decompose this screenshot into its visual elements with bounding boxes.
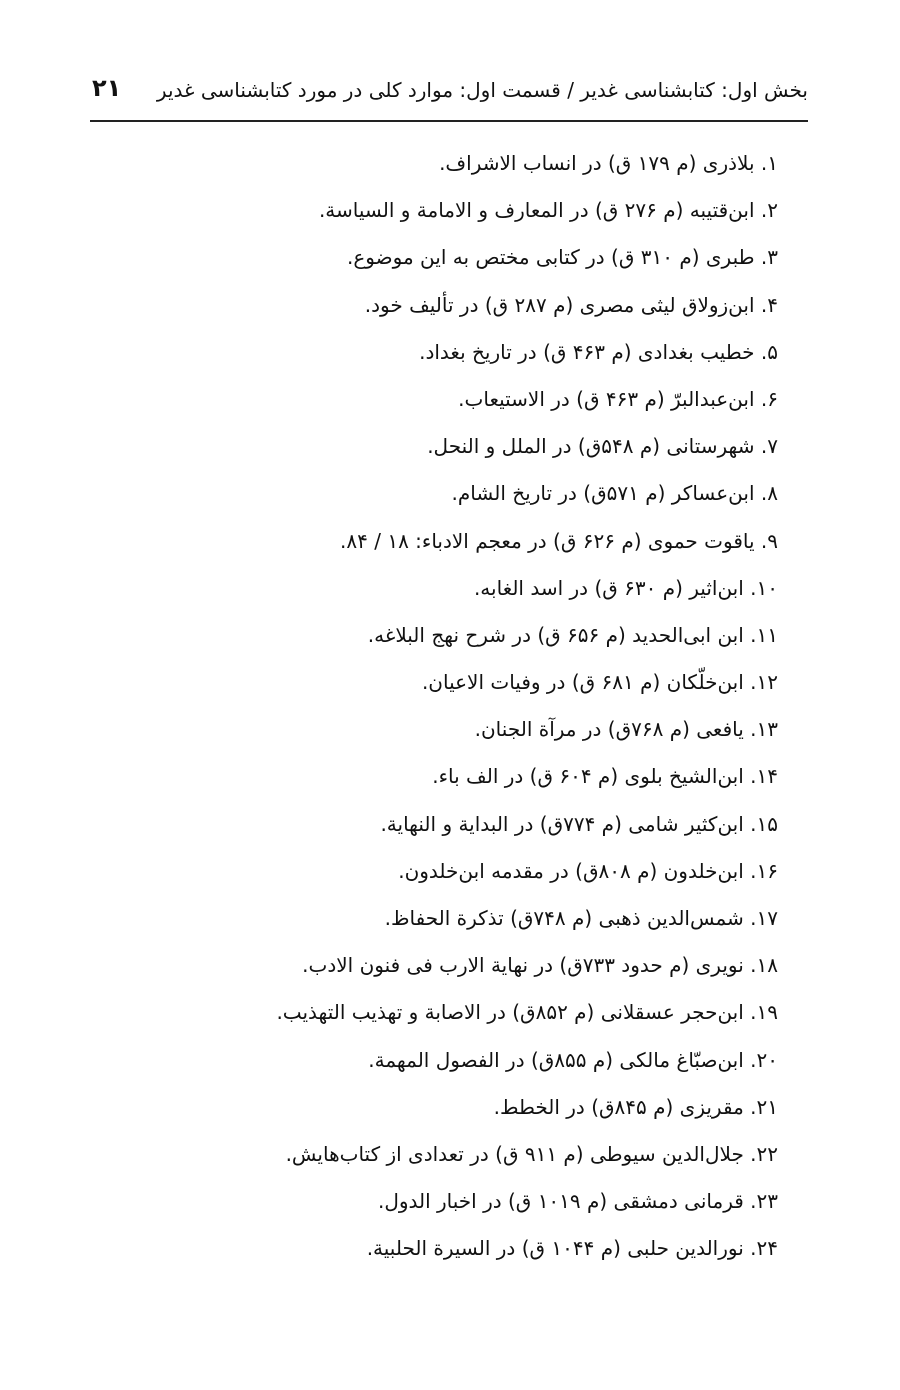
list-item: ۲۳. قرمانی دمشقی (م ۱۰۱۹ ق) در اخبار الدول. <box>377 1189 778 1214</box>
list-item: ۴. ابن‌زولاق لیثی مصری (م ۲۸۷ ق) در تألیف خود. <box>364 292 778 317</box>
list-item: ۱۵. ابن‌کثیر شامی (م ۷۷۴ق) در البدایة و النهایة. <box>380 811 778 836</box>
list-item: ۱. بلاذری (م ۱۷۹ ق) در انساب الاشراف. <box>439 151 778 175</box>
list-item: ۲۱. مقریزی (م ۸۴۵ق) در الخطط. <box>493 1094 778 1119</box>
list-item: ۲. ابن‌قتیبه (م ۲۷۶ ق) در المعارف و الامامة و السیاسة. <box>318 198 778 223</box>
list-item: ۱۱. ابن ابی‌الحدید (م ۶۵۶ ق) در شرح نهج البلاغه. <box>367 622 778 647</box>
list-item: ۱۷. شمس‌الدین ذهبی (م ۷۴۸ق) تذکرة الحفاظ. <box>384 906 778 930</box>
running-header-title: بخش اول: کتابشناسی غدیر / قسمت اول: موارد کلی در مورد کتابشناسی غدیر <box>156 78 808 102</box>
list-item: ۶. ابن‌عبدالبرّ (م ۴۶۳ ق) در الاستیعاب. <box>458 386 778 411</box>
list-item: ۱۳. یافعی (م ۷۶۸ق) در مرآة الجنان. <box>474 717 778 742</box>
list-item: ۱۶. ابن‌خلدون (م ۸۰۸ق) در مقدمه ابن‌خلدون. <box>398 858 778 883</box>
list-item: ۲۲. جلال‌الدین سیوطی (م ۹۱۱ ق) در تعدادی از کتاب‌هایش. <box>285 1141 778 1166</box>
page-header <box>90 72 808 122</box>
list-item: ۱۸. نویری (م حدود ۷۳۳ق) در نهایة الارب فی فنون الادب. <box>302 953 778 978</box>
list-item: ۲۴. نورالدین حلبی (م ۱۰۴۴ ق) در السیرة الحلبیة. <box>366 1236 778 1261</box>
list-item: ۲۰. ابن‌صبّاغ مالکی (م ۸۵۵ق) در الفصول المهمة. <box>368 1047 778 1072</box>
list-item: ۹. یاقوت حموی (م ۶۲۶ ق) در معجم الادباء: ۱۸ / ۸۴. <box>340 528 778 553</box>
source-list <box>178 140 778 1273</box>
list-item: ۱۲. ابن‌خلّکان (م ۶۸۱ ق) در وفیات الاعیان. <box>421 670 778 695</box>
list-item: ۸. ابن‌عساکر (م ۵۷۱ق) در تاریخ الشام. <box>451 481 778 506</box>
list-item: ۵. خطیب بغدادی (م ۴۶۳ ق) در تاریخ بغداد. <box>419 339 778 364</box>
list-item: ۳. طبری (م ۳۱۰ ق) در کتابی مختص به این موضوع. <box>347 245 778 270</box>
list-item: ۱۰. ابن‌اثیر (م ۶۳۰ ق) در اسد الغابه. <box>473 575 778 600</box>
list-item: ۱۹. ابن‌حجر عسقلانی (م ۸۵۲ق) در الاصابة و تهذیب التهذیب. <box>276 1000 778 1025</box>
list-item: ۱۴. ابن‌الشیخ بلوی (م ۶۰۴ ق) در الف باء. <box>432 764 778 789</box>
page-number: ۲۱ <box>92 74 122 102</box>
list-item: ۷. شهرستانی (م ۵۴۸ق) در الملل و النحل. <box>427 434 778 459</box>
